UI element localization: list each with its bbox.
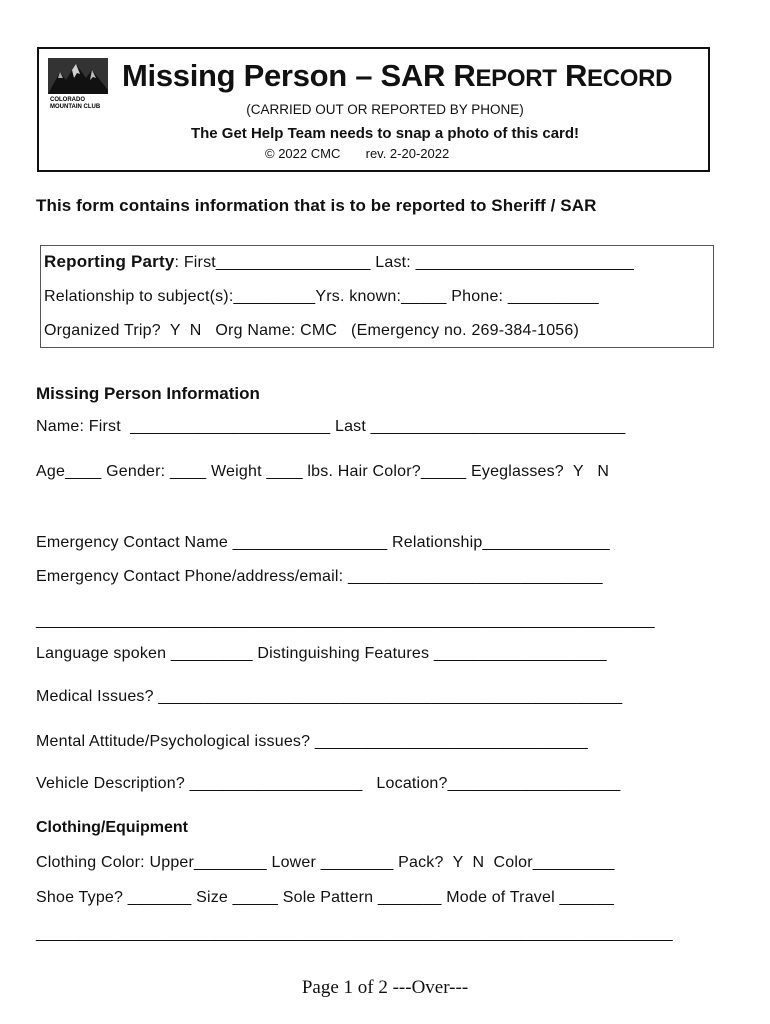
missing-person-heading: Missing Person Information	[36, 384, 260, 403]
clothing-color-field: Clothing Color: Upper________ Lower ________ Pack? Y N Color_________	[36, 854, 615, 871]
emergency-contact-field: Emergency Contact Name _________________ Relationship______________	[36, 534, 610, 551]
blank-line-2: ______________________________________________________________________	[36, 925, 673, 942]
reporting-party-line-2: Relationship to subject(s):_________Yrs. known:_____ Phone: __________	[44, 288, 599, 305]
age-gender-field: Age____ Gender: ____ Weight ____ lbs. Hair Color?_____ Eyeglasses? Y N	[36, 463, 610, 480]
reporting-party-line-1	[44, 252, 634, 272]
carried-out-subtitle: (CARRIED OUT OR REPORTED BY PHONE)	[246, 102, 524, 117]
sheriff-notice: This form contains information that is to be reported to Sheriff / SAR	[36, 196, 597, 215]
logo-text-colorado: COLORADO	[50, 97, 85, 103]
medical-field: Medical Issues? ___________________________________________________	[36, 688, 623, 705]
logo-text-mountain-club: MOUNTAIN CLUB	[50, 104, 101, 110]
clothing-heading: Clothing/Equipment	[36, 819, 188, 836]
vehicle-field: Vehicle Description? ___________________ Location?___________________	[36, 775, 621, 792]
reporting-party-name-fields: : First_________________ Last: ________________________	[174, 254, 634, 271]
shoe-field: Shoe Type? _______ Size _____ Sole Pattern _______ Mode of Travel ______	[36, 889, 615, 906]
language-field: Language spoken _________ Distinguishing Features ___________________	[36, 645, 607, 662]
blank-line-1: ____________________________________________________________________	[36, 612, 655, 629]
reporting-party-label: Reporting Party	[44, 252, 175, 271]
copyright-revision: © 2022 CMC rev. 2-20-2022	[265, 146, 450, 161]
page-footer: Page 1 of 2 ---Over---	[301, 977, 469, 998]
name-field: Name: First ______________________ Last ____________________________	[36, 418, 626, 435]
mental-field: Mental Attitude/Psychological issues? ______________________________	[36, 733, 588, 750]
emergency-phone-field: Emergency Contact Phone/address/email: ____________________________	[36, 568, 603, 585]
photo-instruction: The Get Help Team needs to snap a photo of this card!	[190, 125, 580, 142]
form-title: Missing Person – SAR REPORT RECORD	[122, 58, 673, 93]
reporting-party-line-3: Organized Trip? Y N Org Name: CMC (Emergency no. 269-384-1056)	[44, 322, 580, 339]
